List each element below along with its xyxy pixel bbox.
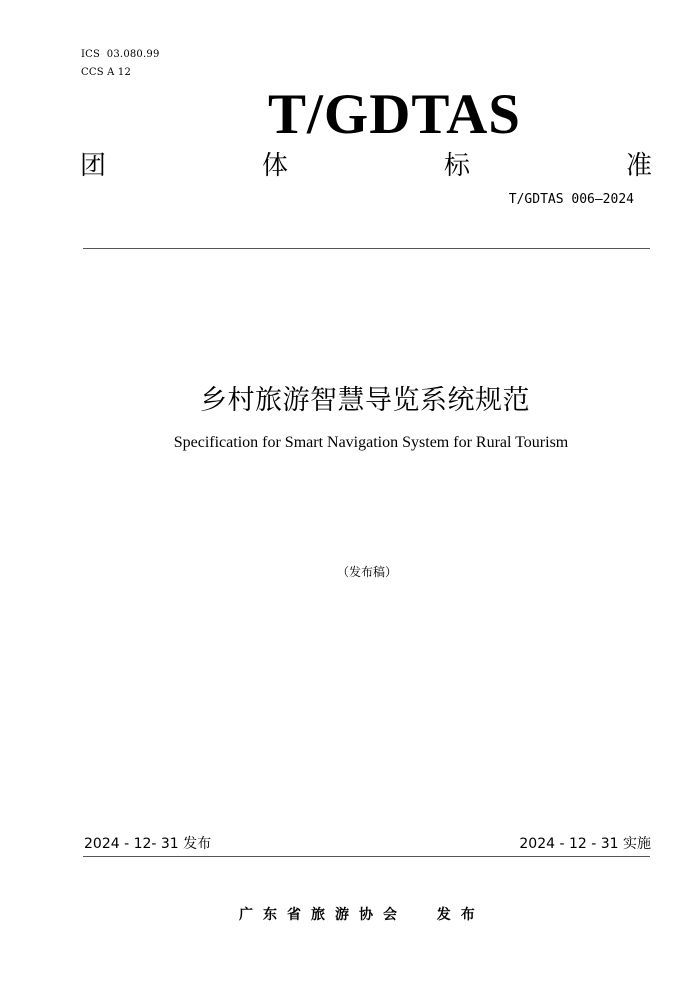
standard-number: T/GDTAS 006—2024 (508, 192, 634, 207)
effective-date: 2024 - 12 - 31 实施 (519, 836, 651, 852)
standard-type-char: 准 (625, 151, 652, 181)
standard-brand-logo: T/GDTAS (268, 83, 522, 146)
standard-type-char: 体 (261, 151, 288, 181)
document-title-chinese: 乡村旅游智慧导览系统规范 (200, 385, 530, 416)
footer-divider (83, 856, 650, 857)
ics-code: ICS 03.080.99 (81, 49, 160, 60)
standard-type-heading (80, 148, 652, 184)
document-title-english: Specification for Smart Navigation System for Rural Tourism (173, 434, 569, 451)
standard-type-char: 团 (80, 151, 107, 181)
draft-status-note: （发布稿） (336, 565, 397, 579)
standard-type-char: 标 (443, 151, 470, 181)
ccs-code: CCS A 12 (81, 67, 132, 78)
issuing-organization: 广东省旅游协会 发布 (239, 907, 485, 923)
header-divider (83, 248, 650, 249)
publish-date: 2024 - 12- 31 发布 (84, 836, 212, 852)
